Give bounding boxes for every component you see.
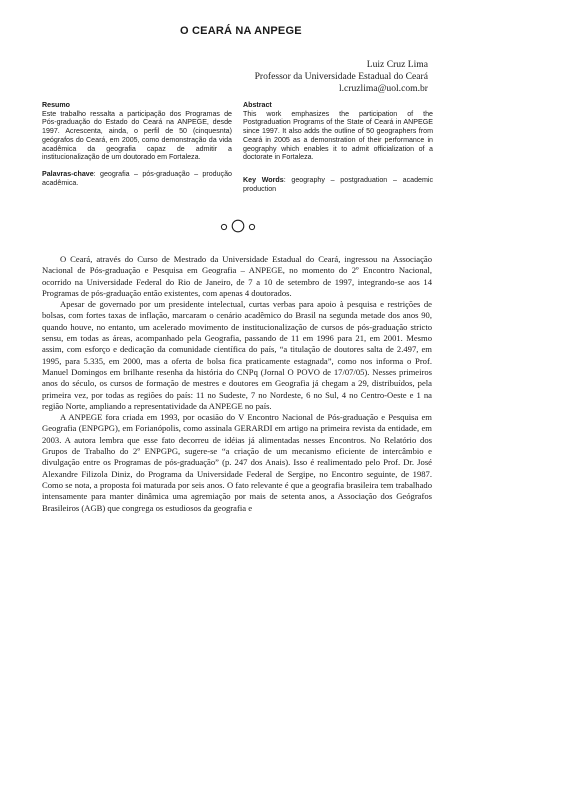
abstract-keywords-label: Key Words [243,175,284,184]
abstract-text: This work emphasizes the participation of the Postgraduation Programs of the State of Ceará in ANPEGE since 1997. It also adds the outline of 50 geographers from Ceará in 2005 as a demonstration of their performance in geography which enables it to admit officialization of a doctorate in Fortaleza. [243,109,433,162]
abstract-keywords-text: : geography – postgraduation – academic production [243,175,433,193]
resumo-keywords [42,170,232,187]
abstract-heading: Abstract [243,101,272,109]
ornament-small-circle-right [249,224,254,229]
ornament-large-circle [232,220,244,232]
author-name: Luiz Cruz Lima [366,59,428,70]
author-affiliation: Professor da Universidade Estadual do Ceará [254,71,428,83]
ornament-small-circle-left [221,224,226,229]
article-body [42,254,432,514]
body-paragraph-2: Apesar de governado por um presidente intelectual, curtas verbas para apoio à pesquisa e restrições de bolsas, com fortes taxas de inflação, marcaram o cenário acadêmico do Brasil na segunda metade dos anos 90, quando houve, no entanto, um acelerado movimento de institucionalização de cursos de pós-graduação stricto sensu, em todas as áreas, acompanhado pela Geografia, passando de 11 em 1996 para 21, em 2001. Mesmo assim, com esforço e dedicação da comunidade científica do país, “a titulação de doutores salta de 2.497, em 1995, para 5.335, em 2000, mas a oferta de bolsa fica praticamente estagnada”, como nos informa o Prof. Manuel Domingos em brilhante resenha da história do CNPq (Jornal O POVO de 17/07/05). Nesses primeiros anos do século, os cursos de formação de mestres e doutores em Geografia já chegam a 29, distribuídos, pela primeira vez, por todas as regiões do país: 11 no Sudeste, 7 no Nordeste, 6 no Sul, 4 no Centro-Oeste e 1 na região Norte, ampliando a representatividade da ANPEGE no país. [42,299,432,411]
resumo-text: Este trabalho ressalta a participação dos Programas de Pós-graduação do Estado do Ceará na ANPEGE, desde 1997. Acrescenta, ainda, o perfil de 50 (cinquesnta) geógrafos do Ceará, em 2005, como demonstração da vida acadêmica da geografia capaz de admitir a institucionalização de um doutorado em Fortaleza. [42,109,232,162]
author-block [255,59,428,96]
resumo-section [42,101,232,187]
resumo-keywords-text: : geografia – pós-graduação – produção acadêmica. [42,169,232,187]
body-paragraph-1: O Ceará, através do Curso de Mestrado da Universidade Estadual do Ceará, ingressou na Associação Nacional de Pós-graduação e Pesquisa em Geografia – ANPEGE, no momento do 2º Encontro Nacional, ocorrido na Universidade Federal do Rio de Janeiro, de 7 a 10 de setembro de 1997, integrando-se aos 14 Programas de pós-graduação então existentes, com apenas 4 doutorados. [42,254,432,298]
article-title: O CEARÁ NA ANPEGE [180,25,302,37]
author-email: l.cruzlima@uol.com.br [338,83,428,95]
resumo-keywords-label: Palavras-chave [42,169,94,178]
abstract-section [243,101,433,193]
resumo-heading: Resumo [42,101,70,109]
body-paragraph-3: A ANPEGE fora criada em 1993, por ocasião do V Encontro Nacional de Pós-graduação e Pesquisa em Geografia (ENPGPG), em Forianópolis, como assinala GERARDI em artigo na primeira revista da entidade, em 2003. A autora lembra que esse fato decorreu de idéias já alimentadas nesses Encontros. No Relatório dos Grupos de Trabalho do 2º ENPGPG, sugere-se “a criação de um mecanismo eficiente de intercâmbio e divulgação entre os Programas de pós-graduação” (p. 247 dos Anais). Isso é realimentado pelo Prof. Dr. José Alexandre Filizola Diniz, do Programa da Universidade Federal de Sergipe, no Encontro seguinte, de 1987. Como se nota, a proposta foi maturada por seis anos. O fato relevante é que a geografia brasileira tem trabalhado intensamente para manter dinâmica uma agremiação por mais de setenta anos, a Associação dos Geógrafos Brasileiros (AGB) que congrega os estudiosos da geografia e [42,412,432,513]
ornament-circles-divider [218,219,258,233]
abstract-keywords [243,176,433,193]
